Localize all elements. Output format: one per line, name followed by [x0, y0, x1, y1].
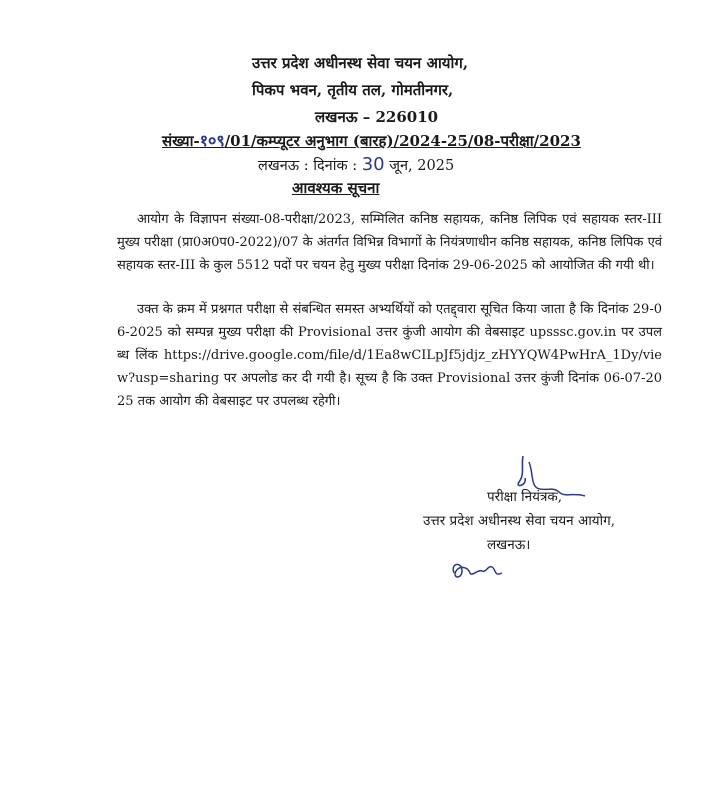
date-prefix: लखनऊ : दिनांक :	[258, 158, 358, 174]
header-city-pin: लखनऊ – 226010	[315, 108, 439, 126]
reference-handwritten-number: १०९	[199, 131, 225, 150]
date-day-handwritten: 30	[361, 154, 385, 175]
header-org: उत्तर प्रदेश अधीनस्थ सेवा चयन आयोग,	[252, 54, 469, 72]
signature-designation: परीक्षा नियंत्रक,	[487, 489, 563, 505]
initials-scribble	[448, 555, 508, 585]
signature-city: लखनऊ।	[487, 537, 531, 553]
signature-org: उत्तर प्रदेश अधीनस्थ सेवा चयन आयोग,	[423, 513, 615, 529]
date-line	[258, 154, 454, 175]
paragraph-1	[117, 208, 662, 277]
reference-prefix: संख्या-	[162, 132, 200, 150]
notice-title: आवश्यक सूचना	[292, 179, 380, 197]
paragraph-2-text: उक्त के क्रम में प्रश्नगत परीक्षा से संबन्धित समस्त अभ्यर्थियों को एतद्द्वारा सूचित किया जाता है कि दिनांक 29-06-2025 को सम्पन्न मुख्य परीक्षा की Provisional उत्तर कुंजी आयोग की वेबसाइट upsssc.gov.in पर उपलब्ध लिंक https://drive.google.com/file/d/1Ea8wCILpJf5jdjz_zHYYQW4PwHrA_1Dy/view?usp=sharing पर अपलोड कर दी गयी है। सूच्य है कि उक्त Provisional उत्तर कुंजी दिनांक 06-07-2025 तक आयोग की वेबसाइट पर उपलब्ध रहेगी।	[117, 302, 662, 409]
date-suffix: जून, 2025	[389, 158, 455, 174]
paragraph-2	[117, 298, 662, 413]
reference-number	[162, 129, 581, 151]
header-building: पिकप भवन, तृतीय तल, गोमतीनगर,	[252, 81, 454, 99]
paragraph-1-text: आयोग के विज्ञापन संख्या-08-परीक्षा/2023, सम्मिलित कनिष्ठ सहायक, कनिष्ठ लिपिक एवं सहायक स्तर-III मुख्य परीक्षा (प्रा0अ0प0-2022)/07 के अंतर्गत विभिन्न विभागों के नियंत्रणाधीन कनिष्ठ सहायक, कनिष्ठ लिपिक एवं सहायक स्तर-III के कुल 5512 पदों पर चयन हेतु मुख्य परीक्षा दिनांक 29-06-2025 को आयोजित की गयी थी।	[117, 212, 662, 273]
reference-suffix: /01/कम्प्यूटर अनुभाग (बारह)/2024-25/08-परीक्षा/2023	[224, 132, 581, 150]
